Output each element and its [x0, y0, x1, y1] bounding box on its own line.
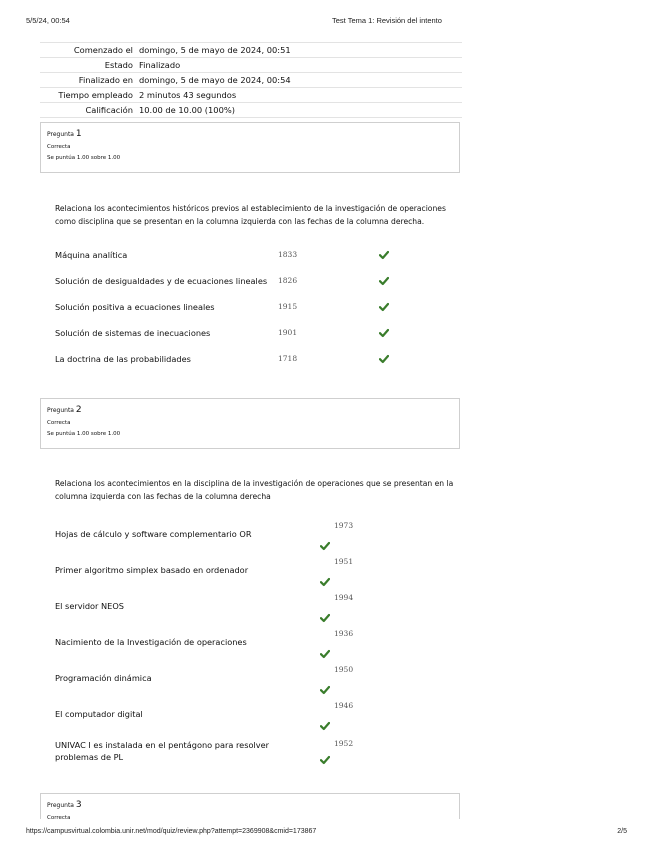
question-text-1: Relaciona los acontecimientos históricos previos al establecimiento de la investigación de operaciones como disciplina que se presentan en la columna izquierda con las fechas de la columna derecha.: [55, 204, 446, 226]
match-item-label: Solución positiva a ecuaciones lineales: [55, 302, 215, 312]
question-info-3: [40, 793, 460, 819]
check-icon: [379, 328, 389, 338]
match-item-label: UNIVAC I es instalada en el pentágono para resolver problemas de PL: [55, 740, 269, 762]
match-item-label: Programación dinámica: [55, 673, 152, 683]
summary-value: Finalizado: [139, 60, 181, 70]
question-number: Pregunta 1: [47, 129, 82, 139]
attempt-summary: [40, 42, 462, 118]
match-answer[interactable]: 1826: [278, 276, 298, 285]
summary-row: [40, 58, 462, 73]
match-answer[interactable]: 1833: [278, 250, 298, 259]
check-icon: [379, 354, 389, 364]
question-state: Correcta: [47, 144, 71, 150]
summary-row: [40, 103, 462, 118]
match-answer[interactable]: 1952: [334, 739, 354, 748]
question-state: Correcta: [47, 815, 71, 819]
check-icon: [320, 649, 330, 659]
check-icon: [379, 250, 389, 260]
question-number: Pregunta 2: [47, 405, 82, 415]
match-answer[interactable]: 1936: [334, 629, 354, 638]
summary-value: domingo, 5 de mayo de 2024, 00:54: [139, 75, 291, 85]
match-answer[interactable]: 1994: [334, 593, 354, 602]
match-item-label: La doctrina de las probabilidades: [55, 354, 191, 364]
print-datetime: 5/5/24, 00:54: [26, 16, 70, 25]
match-answer[interactable]: 1901: [278, 328, 298, 337]
question-grade: Se puntúa 1.00 sobre 1.00: [47, 431, 121, 437]
question-grade: Se puntúa 1.00 sobre 1.00: [47, 155, 121, 161]
print-header: [26, 16, 629, 28]
match-item-label: Hojas de cálculo y software complementario OR: [55, 529, 252, 539]
check-icon: [320, 613, 330, 623]
summary-value: 2 minutos 43 segundos: [139, 90, 237, 100]
page-url: https://campusvirtual.colombia.unir.net/mod/quiz/review.php?attempt=2369908&cmid=173867: [26, 828, 317, 835]
question-info-1: [40, 122, 460, 173]
check-icon: [320, 755, 330, 765]
question-state: Correcta: [47, 420, 71, 426]
match-item-label: Nacimiento de la Investigación de operaciones: [55, 637, 247, 647]
summary-label: Tiempo empleado: [58, 90, 133, 100]
match-answer[interactable]: 1973: [334, 521, 354, 530]
check-icon: [379, 302, 389, 312]
check-icon: [320, 541, 330, 551]
match-answer[interactable]: 1946: [334, 701, 354, 710]
question-info-2: [40, 398, 460, 449]
match-item-label: Solución de desigualdades y de ecuaciones lineales: [55, 276, 268, 286]
summary-value: 10.00 de 10.00 (100%): [139, 105, 235, 115]
summary-label: Finalizado en: [78, 75, 133, 85]
check-icon: [320, 685, 330, 695]
check-icon: [320, 721, 330, 731]
summary-row: [40, 88, 462, 103]
summary-value: domingo, 5 de mayo de 2024, 00:51: [139, 45, 291, 55]
match-item-label: El computador digital: [55, 709, 143, 719]
summary-label: Estado: [104, 60, 133, 70]
match-answer[interactable]: 1951: [334, 557, 354, 566]
match-item-label: Primer algoritmo simplex basado en ordenador: [55, 565, 249, 575]
summary-row: [40, 43, 462, 58]
summary-label: Comenzado el: [73, 45, 133, 55]
match-item-label: Máquina analítica: [55, 250, 128, 260]
match-answer[interactable]: 1950: [334, 665, 354, 674]
match-answer[interactable]: 1718: [278, 354, 298, 363]
summary-row: [40, 73, 462, 88]
match-item-label: El servidor NEOS: [55, 601, 124, 611]
print-title: Test Tema 1: Revisión del intento: [332, 16, 442, 25]
check-icon: [379, 276, 389, 286]
question-text-2: Relaciona los acontecimientos en la disciplina de la investigación de operaciones que se presentan en la columna izquierda con las fechas de la columna derecha: [55, 479, 454, 501]
check-icon: [320, 577, 330, 587]
match-answer[interactable]: 1915: [278, 302, 298, 311]
page-number: 2/5: [617, 828, 627, 835]
question-number: Pregunta 3: [47, 800, 82, 810]
summary-label: Calificación: [85, 105, 133, 115]
match-item-label: Solución de sistemas de inecuaciones: [55, 328, 211, 338]
